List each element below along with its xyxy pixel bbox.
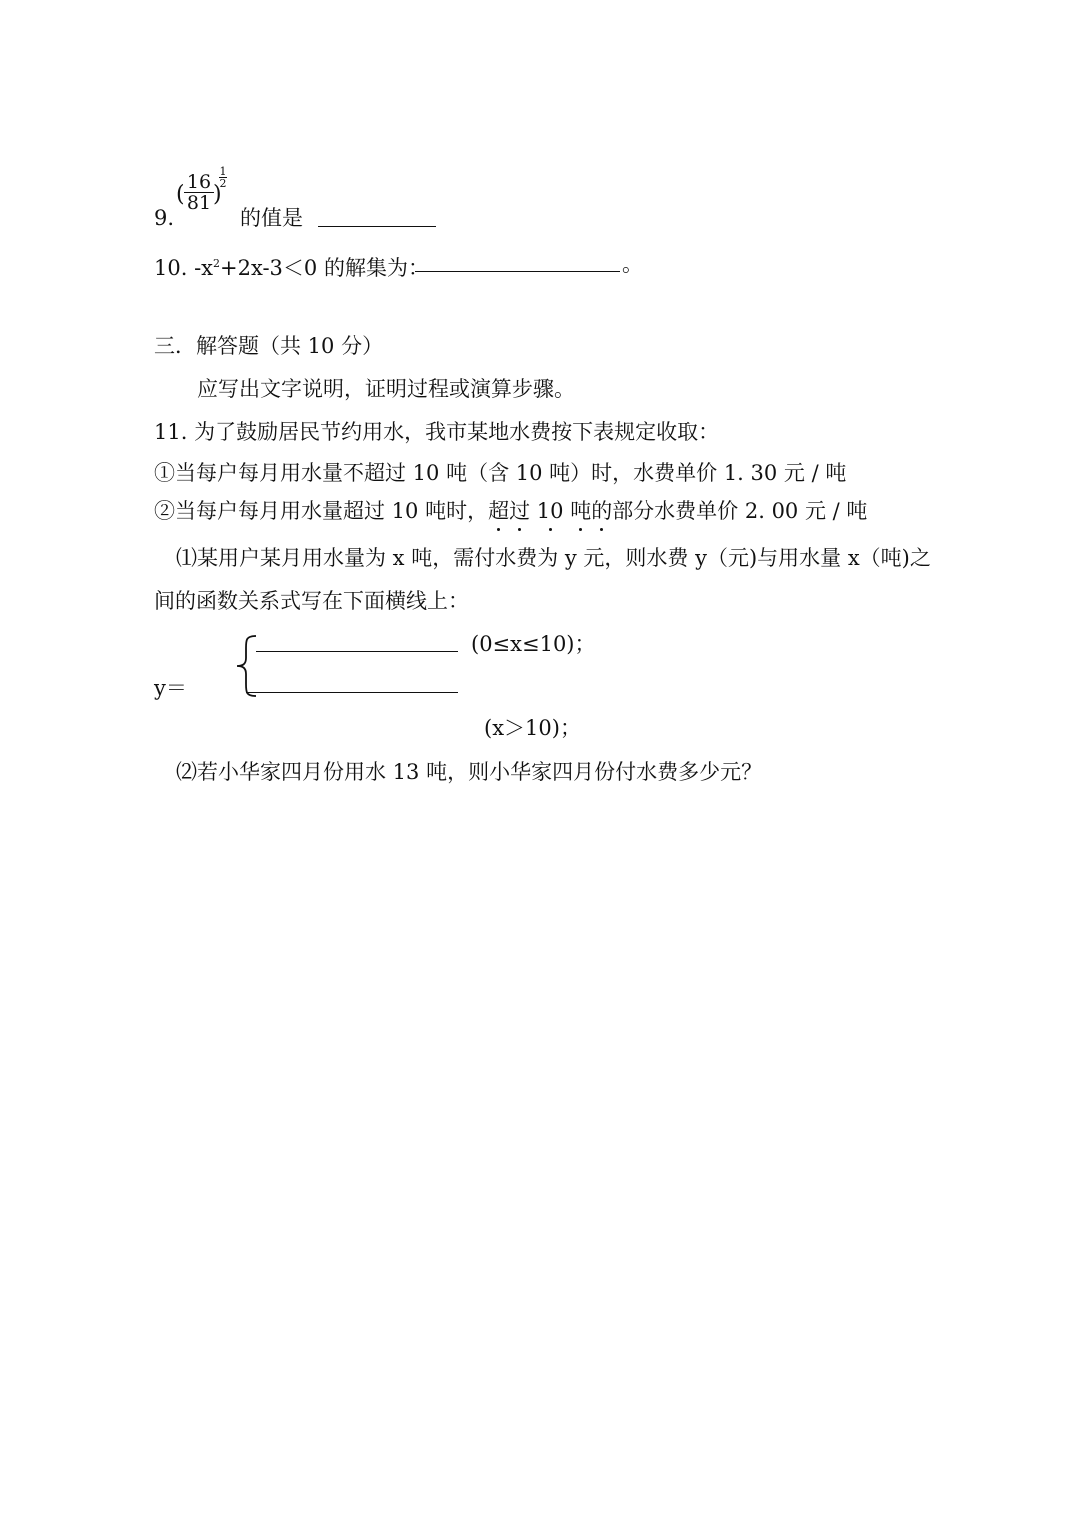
q9-exp-numerator: 1 [219,165,227,178]
q11-rule-1: ①当每户每月用水量不超过 10 吨（含 10 吨）时，水费单价 1. 30 元 / 吨 [154,461,847,485]
q10-rest: +2x-3＜0 的解集为： [220,256,429,280]
left-brace [232,634,262,698]
q11-rule-2-end: 部分水费单价 2. 00 元 / 吨 [612,499,868,523]
piecewise-blank-1[interactable] [256,651,458,652]
q9-answer-blank[interactable] [318,226,436,227]
piecewise-blank-2[interactable] [246,692,458,693]
emphasis-char: 10 [536,499,564,523]
q11-part2: ⑵若小华家四月份用水 13 吨，则小华家四月份付水费多少元？ [176,760,763,784]
q9-numerator: 16 [184,172,214,193]
q11-rule-2-start: ②当每户每月用水量超过 10 吨时， [154,499,489,523]
emphasis-char: 过 [509,499,531,523]
question-10 [154,250,429,282]
q9-right-paren: ) [213,182,222,207]
q10-prefix: 10. -x [154,256,214,280]
section-3-title: 三．解答题（共 10 分） [154,334,384,358]
q10-answer-blank[interactable] [415,271,620,272]
emphasis-char: 超 [488,499,510,523]
q9-text: 的值是 [240,206,303,230]
condition-1: (0≤x≤10)； [471,632,596,656]
q11-part1-line1: ⑴某用户某月用水量为 x 吨，需付水费为 y 元，则水费 y（元)与用水量 x（吨)之 [176,546,931,570]
q9-exponent [219,166,227,189]
emphasis-char: 的 [591,499,613,523]
q9-fraction [184,172,214,213]
q11-stem: 11. 为了鼓励居民节约用水，我市某地水费按下表规定收取： [154,420,720,444]
q10-superscript: 2 [213,257,221,270]
q11-rule-2 [154,497,867,525]
q9-denominator: 81 [186,192,212,214]
condition-2: (x＞10)； [484,716,581,740]
q9-left-paren: ( [176,182,185,207]
q10-suffix: 。 [622,252,643,276]
q9-exp-denominator: 2 [219,177,227,190]
q11-part1-line2: 间的函数关系式写在下面横线上： [154,589,469,613]
emphasis-char: 吨 [570,499,592,523]
section-3-instruction: 应写出文字说明，证明过程或演算步骤。 [197,377,575,401]
y-label: y＝ [154,676,187,700]
q9-number: 9. [154,206,175,230]
